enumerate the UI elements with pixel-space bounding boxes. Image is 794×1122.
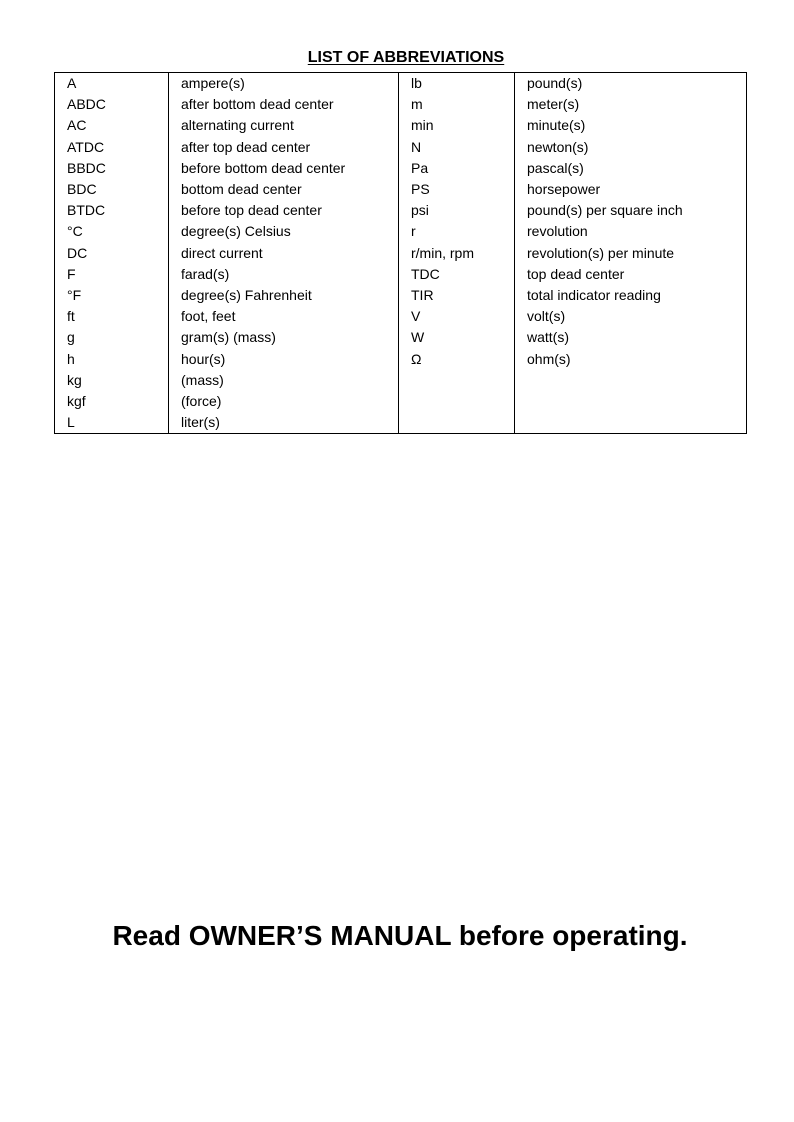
abbreviation-cell: N: [399, 137, 515, 158]
meaning-cell: horsepower: [515, 179, 747, 200]
table-row: [55, 94, 747, 115]
meaning-cell: foot, feet: [169, 306, 399, 327]
table-row: [55, 137, 747, 158]
table-row: [55, 179, 747, 200]
meaning-cell: liter(s): [169, 412, 399, 434]
meaning-cell: (force): [169, 391, 399, 412]
abbreviation-cell: ATDC: [55, 137, 169, 158]
abbreviation-cell: °F: [55, 285, 169, 306]
abbreviation-cell: ft: [55, 306, 169, 327]
abbreviation-cell: r/min, rpm: [399, 243, 515, 264]
table-row: [55, 200, 747, 221]
abbreviation-cell: lb: [399, 73, 515, 95]
meaning-cell: meter(s): [515, 94, 747, 115]
abbreviation-cell: PS: [399, 179, 515, 200]
meaning-cell: before bottom dead center: [169, 158, 399, 179]
table-row: [55, 221, 747, 242]
abbreviation-cell: BTDC: [55, 200, 169, 221]
abbreviation-cell: g: [55, 327, 169, 348]
abbreviation-cell: [399, 370, 515, 391]
meaning-cell: before top dead center: [169, 200, 399, 221]
abbreviations-table-body: [55, 73, 747, 434]
abbreviation-cell: AC: [55, 115, 169, 136]
meaning-cell: alternating current: [169, 115, 399, 136]
abbreviation-cell: W: [399, 327, 515, 348]
meaning-cell: ampere(s): [169, 73, 399, 95]
table-row: [55, 327, 747, 348]
table-row: [55, 391, 747, 412]
meaning-cell: bottom dead center: [169, 179, 399, 200]
abbreviations-table: [54, 72, 747, 434]
abbreviation-cell: h: [55, 348, 169, 369]
abbreviation-cell: L: [55, 412, 169, 434]
meaning-cell: volt(s): [515, 306, 747, 327]
abbreviation-cell: DC: [55, 243, 169, 264]
meaning-cell: pascal(s): [515, 158, 747, 179]
abbreviation-cell: kgf: [55, 391, 169, 412]
abbreviation-cell: Pa: [399, 158, 515, 179]
abbreviation-cell: °C: [55, 221, 169, 242]
abbreviation-cell: V: [399, 306, 515, 327]
table-row: [55, 285, 747, 306]
abbreviation-cell: BDC: [55, 179, 169, 200]
table-row: [55, 412, 747, 434]
abbreviation-cell: A: [55, 73, 169, 95]
meaning-cell: revolution(s) per minute: [515, 243, 747, 264]
table-row: [55, 158, 747, 179]
meaning-cell: degree(s) Fahrenheit: [169, 285, 399, 306]
meaning-cell: minute(s): [515, 115, 747, 136]
meaning-cell: [515, 391, 747, 412]
meaning-cell: pound(s): [515, 73, 747, 95]
abbreviation-cell: TIR: [399, 285, 515, 306]
abbreviation-cell: TDC: [399, 264, 515, 285]
abbreviation-cell: r: [399, 221, 515, 242]
abbreviation-cell: Ω: [399, 348, 515, 369]
abbreviation-cell: min: [399, 115, 515, 136]
abbreviation-cell: m: [399, 94, 515, 115]
meaning-cell: direct current: [169, 243, 399, 264]
meaning-cell: after top dead center: [169, 137, 399, 158]
table-row: [55, 370, 747, 391]
meaning-cell: gram(s) (mass): [169, 327, 399, 348]
table-row: [55, 306, 747, 327]
meaning-cell: newton(s): [515, 137, 747, 158]
meaning-cell: watt(s): [515, 327, 747, 348]
meaning-cell: farad(s): [169, 264, 399, 285]
abbreviation-cell: F: [55, 264, 169, 285]
meaning-cell: [515, 370, 747, 391]
table-row: [55, 73, 747, 95]
meaning-cell: hour(s): [169, 348, 399, 369]
owners-manual-notice: Read OWNER’S MANUAL before operating.: [112, 920, 688, 951]
abbreviation-cell: BBDC: [55, 158, 169, 179]
table-row: [55, 115, 747, 136]
meaning-cell: [515, 412, 747, 434]
meaning-cell: revolution: [515, 221, 747, 242]
page-title: LIST OF ABBREVIATIONS: [307, 49, 505, 66]
meaning-cell: after bottom dead center: [169, 94, 399, 115]
abbreviation-cell: ABDC: [55, 94, 169, 115]
table-row: [55, 243, 747, 264]
meaning-cell: pound(s) per square inch: [515, 200, 747, 221]
meaning-cell: ohm(s): [515, 348, 747, 369]
table-row: [55, 264, 747, 285]
table-row: [55, 348, 747, 369]
meaning-cell: (mass): [169, 370, 399, 391]
meaning-cell: top dead center: [515, 264, 747, 285]
meaning-cell: total indicator reading: [515, 285, 747, 306]
abbreviation-cell: kg: [55, 370, 169, 391]
abbreviation-cell: [399, 391, 515, 412]
abbreviation-cell: [399, 412, 515, 434]
meaning-cell: degree(s) Celsius: [169, 221, 399, 242]
abbreviation-cell: psi: [399, 200, 515, 221]
